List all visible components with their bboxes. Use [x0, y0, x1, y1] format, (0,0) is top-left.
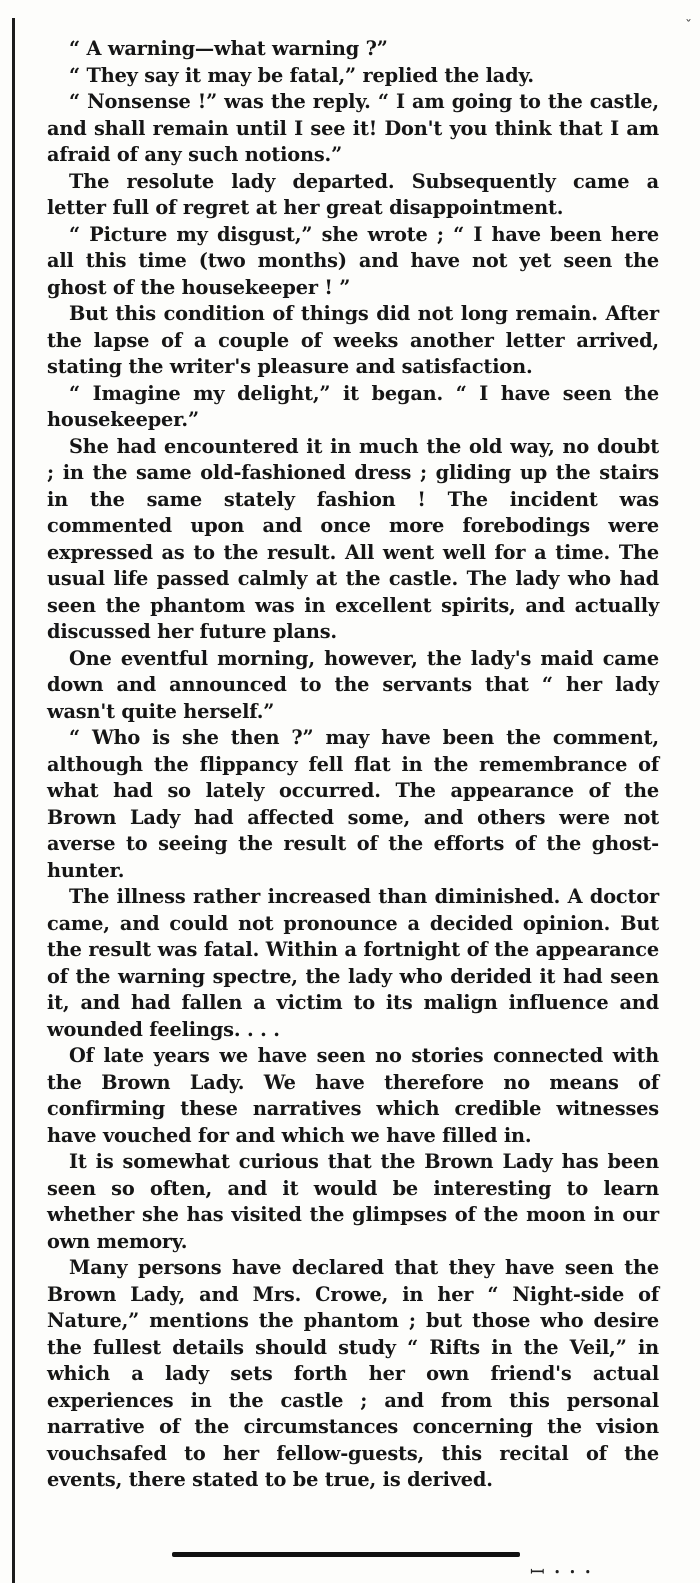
paragraph-7: “ Imagine my delight,” it began. “ I have seen the housekeeper.”: [47, 381, 659, 431]
paragraph-5: “ Picture my disgust,” she wrote ; “ I have been here all this time (two months) and have not yet seen the ghost of the housekeeper ! ”: [47, 222, 659, 299]
section-divider: [172, 1552, 520, 1557]
paragraph-3: “ Nonsense !” was the reply. “ I am going to the castle, and shall remain until I see it! Don't you think that I am afraid of any such notions.”: [47, 90, 659, 166]
paragraph-14: Many persons have declared that they have seen the Brown Lady, and Mrs. Crowe, in her “ Night-side of Nature,” mentions the phantom ; but those who desire the fullest details should study “ Rifts in the Veil,” in which a lady sets forth her own friend's actual experiences in the castle ; and from this personal narrative of the circumstances concerning the vision vouchsafed to her fellow-guests, this recital of the events, there stated to be true, is derived.: [47, 1256, 659, 1491]
article-body: [47, 36, 659, 1494]
next-column-fragment: ꟷ ꞏ ꞏ ꞏ: [530, 1562, 593, 1583]
paragraph-2: “ They say it may be fatal,” replied the lady.: [69, 63, 534, 87]
paragraph-6: But this condition of things did not long remain. After the lapse of a couple of weeks another letter arrived, stating the writer's pleasure and satisfaction.: [47, 302, 659, 378]
paragraph-13: It is somewhat curious that the Brown Lady has been seen so often, and it would be interesting to learn whether she has visited the glimpses of the moon in our own memory.: [47, 1150, 659, 1253]
paragraph-1: “ A warning—what warning ?”: [69, 37, 388, 60]
column-rule: [12, 18, 15, 1583]
paragraph-8: She had encountered it in much the old way, no doubt ; in the same old-fashioned dress ; gliding up the stairs in the same stately fashion ! The incident was commented upon and once more forebodings were expressed as to the result. All went well for a time. The usual life passed calmly at the castle. The lady who had seen the phantom was in excellent spirits, and actually discussed her future plans.: [47, 434, 659, 643]
paragraph-10: “ Who is she then ?” may have been the comment, although the flippancy fell flat in the remembrance of what had so lately occurred. The appearance of the Brown Lady had affected some, and others were not averse to seeing the result of the efforts of the ghost-hunter.: [47, 726, 659, 882]
paragraph-4: The resolute lady departed. Subsequently came a letter full of regret at her great disappointment.: [47, 169, 659, 219]
paragraph-9: One eventful morning, however, the lady's maid came down and announced to the servants that “ her lady wasn't quite herself.”: [47, 646, 659, 723]
paragraph-12: Of late years we have seen no stories connected with the Brown Lady. We have therefore no means of confirming these narratives which credible witnesses have vouched for and which we have filled in.: [47, 1044, 659, 1147]
paragraph-11: The illness rather increased than diminished. A doctor came, and could not pronounce a decided opinion. But the result was fatal. Within a fortnight of the appearance of the warning spectre, the lady who derided it had seen it, and had fallen a victim to its malign influence and wounded feelings. . . .: [47, 885, 659, 1041]
corner-mark: ˇ: [685, 18, 692, 34]
